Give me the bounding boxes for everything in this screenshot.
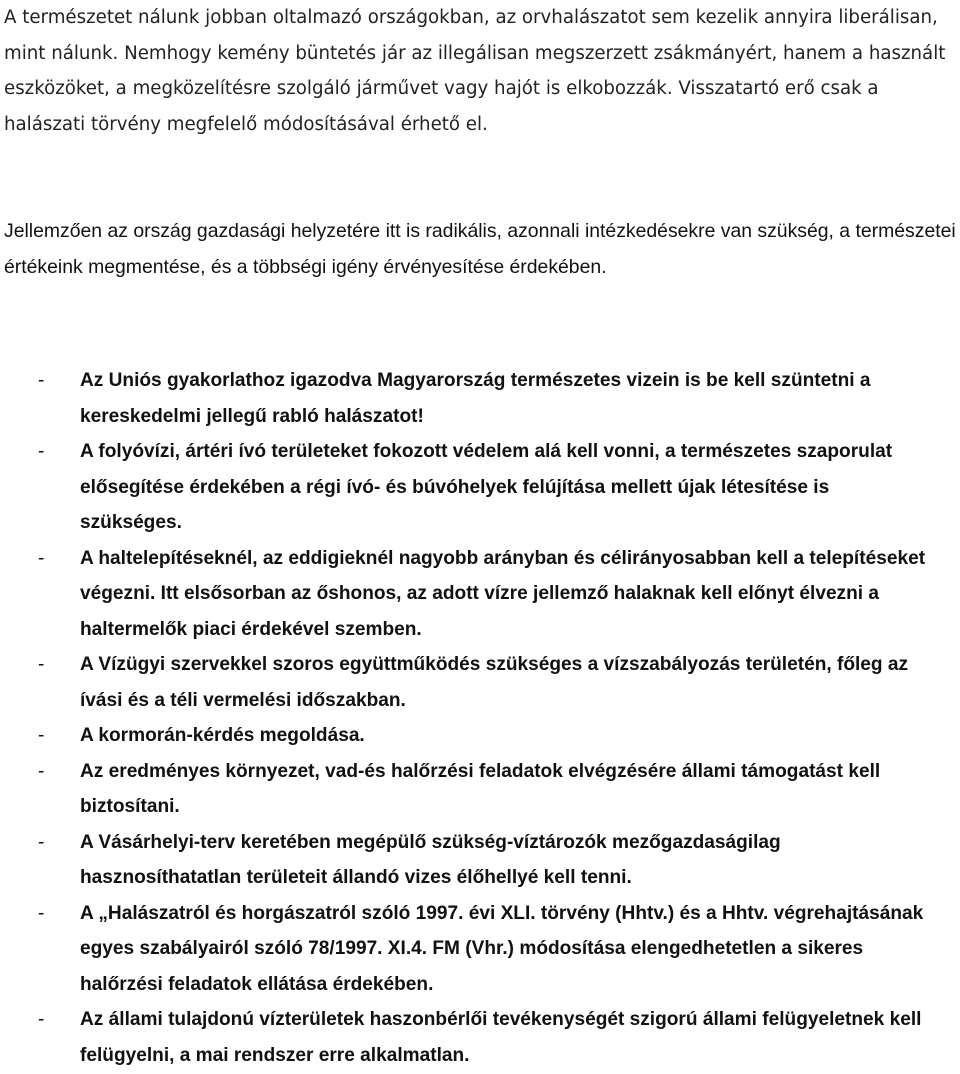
list-item-text: A Vízügyi szervekkel szoros együttműködés szükséges a vízszabályozás területén, főleg az ívási és a téli vermelési időszakban. [80, 654, 909, 711]
list-item-text: Az Uniós gyakorlathoz igazodva Magyarország természetes vizein is be kell szüntetni a kereskedelmi jellegű rabló halászatot! [80, 370, 871, 427]
list-dash: - [38, 725, 45, 746]
list-item-text: A „Halászatról és horgászatról szóló 1997. évi XLI. törvény (Hhtv.) és a Hhtv. végrehajtásának egyes szabályairól szóló 78/1997. XI.4. FM (Vhr.) módosítása elengedhetetlen a sikeres halőrzési feladatok ellátása érdekében. [80, 902, 924, 995]
intro-paragraph: A természetet nálunk jobban oltalmazó országokban, az orvhalászatot sem kezelik annyira liberálisan, mint nálunk. Nemhogy kemény büntetés jár az illegálisan megszerzett zsákmányért, hanem a használt eszközöket, a megközelítésre szolgáló járművet vagy hajót is elkobozzák. Visszatartó erő csak a halászati törvény megfelelő módosításával érhető el. [4, 7, 946, 135]
list-item [0, 434, 960, 541]
list-dash: - [38, 370, 45, 391]
list-item-text: A kormorán-kérdés megoldása. [80, 725, 365, 746]
list-item-text: Az állami tulajdonú vízterületek haszonbérlői tevékenységét szigorú állami felügyeletnek kell felügyelni, a mai rendszer erre alkalmatlan. [80, 1009, 922, 1066]
list-item-text: Az eredményes környezet, vad-és halőrzési feladatok elvégzésére állami támogatást kell biztosítani. [80, 760, 881, 817]
list-dash: - [38, 902, 45, 924]
list-dash: - [38, 1009, 45, 1030]
list-item [0, 718, 960, 754]
list-item [0, 825, 960, 896]
list-item-text: A haltelepítéseknél, az eddigieknél nagyobb arányban és célirányosabban kell a telepítéseket végezni. Itt elsősorban az őshonos, az adott vízre jellemző halaknak kell előnyt élvezni a haltermelők piaci érdekével szemben. [80, 547, 926, 640]
list-item [0, 896, 960, 1003]
list-item [0, 363, 960, 434]
list-dash: - [38, 760, 45, 782]
list-dash: - [38, 441, 45, 462]
list-item [0, 541, 960, 648]
second-paragraph: Jellemzően az ország gazdasági helyzetére itt is radikális, azonnali intézkedésekre van szükség, a természetei értékeink megmentése, és a többségi igény érvényesítése érdekében. [4, 220, 956, 278]
list-item-text: A folyóvízi, ártéri ívó területeket fokozott védelem alá kell vonni, a természetes szaporulat elősegítése érdekében a régi ívó- és búvóhelyek felújítása mellett újak létesítése is szükséges. [80, 441, 893, 533]
list-item [0, 647, 960, 718]
list-item [0, 1002, 960, 1073]
list-dash: - [38, 654, 45, 675]
list-dash: - [38, 831, 45, 853]
demands-list [0, 363, 960, 1073]
list-item [0, 754, 960, 825]
list-dash: - [38, 547, 45, 569]
list-item-text: A Vásárhelyi-terv keretében megépülő szükség-víztározók mezőgazdaságilag hasznosíthatatlan területeit állandó vizes élőhellyé kell tenni. [80, 831, 781, 888]
